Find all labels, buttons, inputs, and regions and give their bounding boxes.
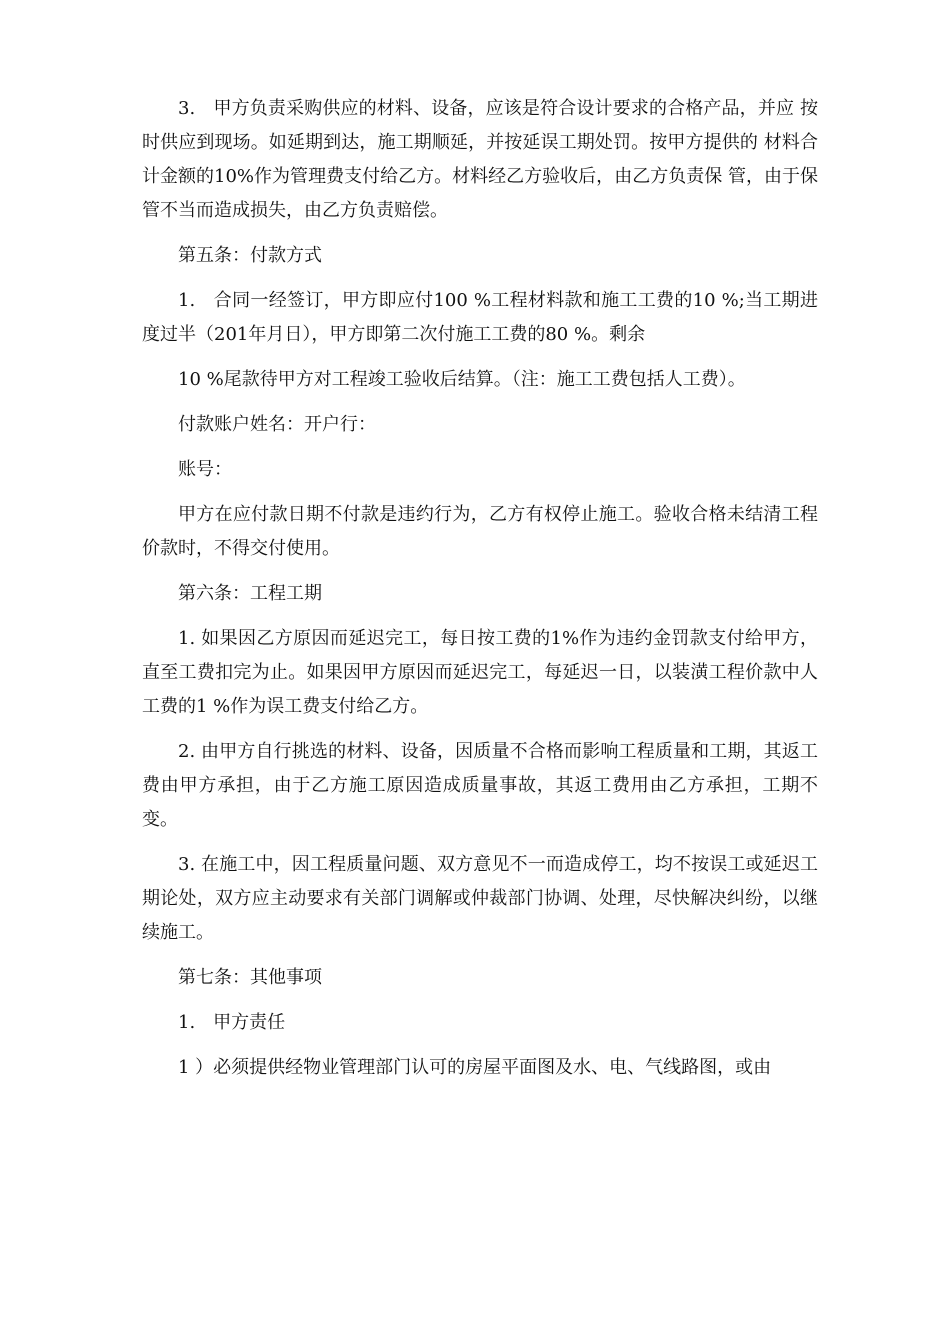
- paragraph-late-payment: 甲方在应付款日期不付款是违约行为，乙方有权停止施工。验收合格未结清工程价款时，不得交付使用。: [142, 504, 818, 559]
- document-body: [142, 92, 818, 1096]
- paragraph-account-name: 付款账户姓名：开户行：: [178, 414, 376, 435]
- paragraph-account-number: 账号：: [178, 459, 232, 480]
- paragraph-payment-1: 1. 合同一经签订，甲方即应付100 %工程材料款和施工工费的10 %;当工期进度过半（201年月日），甲方即第二次付施工工费的80 %。剩余: [142, 290, 818, 345]
- paragraph-party-a-duty-1: 1 ）必须提供经物业管理部门认可的房屋平面图及水、电、气线路图，或由: [178, 1057, 772, 1078]
- heading-article-5: 第五条：付款方式: [178, 245, 322, 266]
- paragraph-schedule-1: 1. 如果因乙方原因而延迟完工，每日按工费的1%作为违约金罚款支付给甲方，直至工费扣完为止。如果因甲方原因而延迟完工，每延迟一日，以装潢工程价款中人工费的1 %作为误工费支付给乙方。: [142, 628, 818, 717]
- heading-article-7: 第七条：其他事项: [178, 967, 322, 988]
- paragraph-schedule-3: 3. 在施工中，因工程质量问题、双方意见不一而造成停工，均不按误工或延迟工期论处，双方应主动要求有关部门调解或仲裁部门协调、处理，尽快解决纠纷，以继续施工。: [142, 854, 818, 943]
- paragraph-party-a-duty: 1. 甲方责任: [178, 1012, 286, 1033]
- paragraph-payment-balance: 10 %尾款待甲方对工程竣工验收后结算。（注：施工工费包括人工费）。: [178, 369, 746, 390]
- paragraph-schedule-2: 2. 由甲方自行挑选的材料、设备，因质量不合格而影响工程质量和工期，其返工费由甲方承担，由于乙方施工原因造成质量事故，其返工费用由乙方承担，工期不变。: [142, 741, 818, 830]
- heading-article-6: 第六条：工程工期: [178, 583, 322, 604]
- paragraph-materials-supply: 3. 甲方负责采购供应的材料、设备，应该是符合设计要求的合格产品，并应 按时供应到现场。如延期到达，施工期顺延，并按延误工期处罚。按甲方提供的 材料合计金额的10%作为管理费支付给乙方。材料经乙方验收后，由乙方负责保 管，由于保管不当而造成损失，由乙方负责赔偿。: [142, 98, 818, 221]
